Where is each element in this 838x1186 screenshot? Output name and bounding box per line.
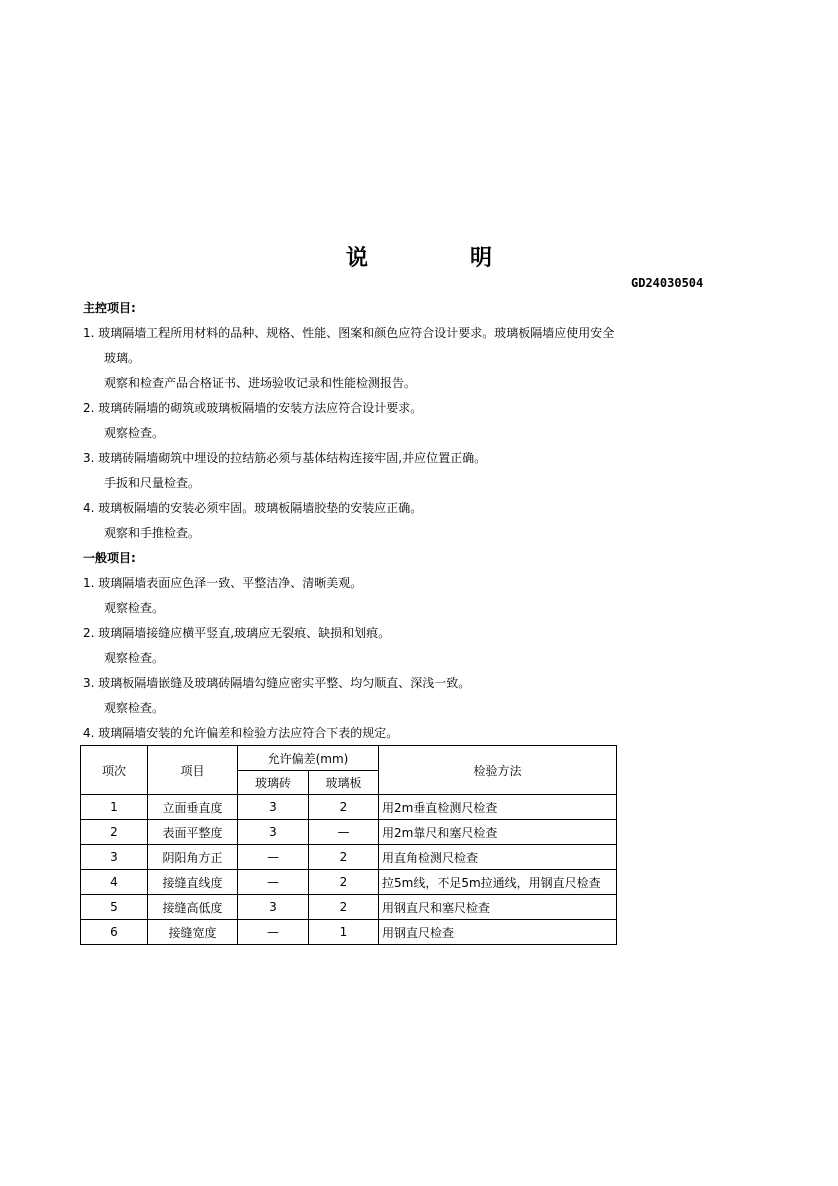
general-items-heading: 一般项目: xyxy=(83,551,136,565)
header-method: 检验方法 xyxy=(379,746,617,795)
item-text: 玻璃板隔墙嵌缝及玻璃砖隔墙勾缝应密实平整、均匀顺直、深浅一致。 xyxy=(98,676,471,690)
table-row xyxy=(81,895,617,920)
cell-plate: 2 xyxy=(309,795,379,820)
cell-plate: 2 xyxy=(309,845,379,870)
cell-plate: — xyxy=(309,820,379,845)
item-text: 玻璃隔墙工程所用材料的品种、规格、性能、图案和颜色应符合设计要求。玻璃板隔墙应使用安全 xyxy=(98,326,615,340)
general-item-2 xyxy=(83,625,390,641)
cell-brick: — xyxy=(238,870,309,895)
cell-no: 1 xyxy=(81,795,148,820)
general-item-2-check: 观察检查。 xyxy=(104,651,165,665)
main-item-4 xyxy=(83,500,422,516)
item-number: 3. xyxy=(83,451,95,465)
main-item-4-check: 观察和手推检查。 xyxy=(104,526,201,540)
page-title: 说 明 xyxy=(345,246,532,271)
item-number: 3. xyxy=(83,676,95,690)
cell-item: 阴阳角方正 xyxy=(148,845,238,870)
cell-no: 4 xyxy=(81,870,148,895)
table-row xyxy=(81,795,617,820)
cell-brick: — xyxy=(238,845,309,870)
item-number: 2. xyxy=(83,626,95,640)
item-number: 2. xyxy=(83,401,95,415)
cell-method: 用2m垂直检测尺检查 xyxy=(379,795,617,820)
main-item-3-check: 手扳和尺量检查。 xyxy=(104,476,201,490)
cell-brick: 3 xyxy=(238,820,309,845)
cell-item: 接缝高低度 xyxy=(148,895,238,920)
cell-method: 用直角检测尺检查 xyxy=(379,845,617,870)
general-item-4 xyxy=(83,725,398,741)
main-item-1 xyxy=(83,325,614,341)
cell-plate: 1 xyxy=(309,920,379,945)
header-item: 项目 xyxy=(148,746,238,795)
general-item-3 xyxy=(83,675,470,691)
table-row xyxy=(81,845,617,870)
main-items-heading: 主控项目: xyxy=(83,301,136,315)
cell-no: 2 xyxy=(81,820,148,845)
main-item-3 xyxy=(83,450,486,466)
cell-method: 用钢直尺检查 xyxy=(379,920,617,945)
item-text: 玻璃隔墙表面应色泽一致、平整洁净、清晰美观。 xyxy=(98,576,363,590)
main-item-1-check: 观察和检查产品合格证书、进场验收记录和性能检测报告。 xyxy=(104,376,417,390)
item-text: 玻璃板隔墙的安装必须牢固。玻璃板隔墙胶垫的安装应正确。 xyxy=(98,501,423,515)
item-text: 玻璃隔墙安装的允许偏差和检验方法应符合下表的规定。 xyxy=(98,726,399,740)
document-code: GD24030504 xyxy=(631,276,704,290)
item-text: 玻璃隔墙接缝应横平竖直,玻璃应无裂痕、缺损和划痕。 xyxy=(98,626,391,640)
item-text: 玻璃砖隔墙的砌筑或玻璃板隔墙的安装方法应符合设计要求。 xyxy=(98,401,423,415)
general-item-1-check: 观察检查。 xyxy=(104,601,165,615)
header-glass-brick: 玻璃砖 xyxy=(238,771,309,795)
item-number: 1. xyxy=(83,326,95,340)
cell-plate: 2 xyxy=(309,895,379,920)
cell-no: 6 xyxy=(81,920,148,945)
cell-item: 表面平整度 xyxy=(148,820,238,845)
cell-item: 立面垂直度 xyxy=(148,795,238,820)
tolerance-table xyxy=(80,745,617,945)
cell-item: 接缝宽度 xyxy=(148,920,238,945)
cell-item: 接缝直线度 xyxy=(148,870,238,895)
cell-method: 用2m靠尺和塞尺检查 xyxy=(379,820,617,845)
main-item-2-check: 观察检查。 xyxy=(104,426,165,440)
table-row xyxy=(81,870,617,895)
general-item-1 xyxy=(83,575,362,591)
table-row xyxy=(81,820,617,845)
item-text: 玻璃砖隔墙砌筑中埋设的拉结筋必须与基体结构连接牢固,并应位置正确。 xyxy=(98,451,487,465)
cell-plate: 2 xyxy=(309,870,379,895)
header-glass-plate: 玻璃板 xyxy=(309,771,379,795)
main-item-1-continuation: 玻璃。 xyxy=(104,351,141,365)
item-number: 4. xyxy=(83,726,95,740)
cell-method: 拉5m线，不足5m拉通线，用钢直尺检查 xyxy=(379,870,617,895)
header-tolerance: 允许偏差(mm) xyxy=(238,746,379,771)
cell-brick: 3 xyxy=(238,895,309,920)
cell-brick: 3 xyxy=(238,795,309,820)
item-number: 1. xyxy=(83,576,95,590)
cell-no: 5 xyxy=(81,895,148,920)
cell-no: 3 xyxy=(81,845,148,870)
general-item-3-check: 观察检查。 xyxy=(104,701,165,715)
main-item-2 xyxy=(83,400,422,416)
item-number: 4. xyxy=(83,501,95,515)
cell-method: 用钢直尺和塞尺检查 xyxy=(379,895,617,920)
header-no: 项次 xyxy=(81,746,148,795)
table-header-row xyxy=(81,746,617,771)
cell-brick: — xyxy=(238,920,309,945)
table-row xyxy=(81,920,617,945)
